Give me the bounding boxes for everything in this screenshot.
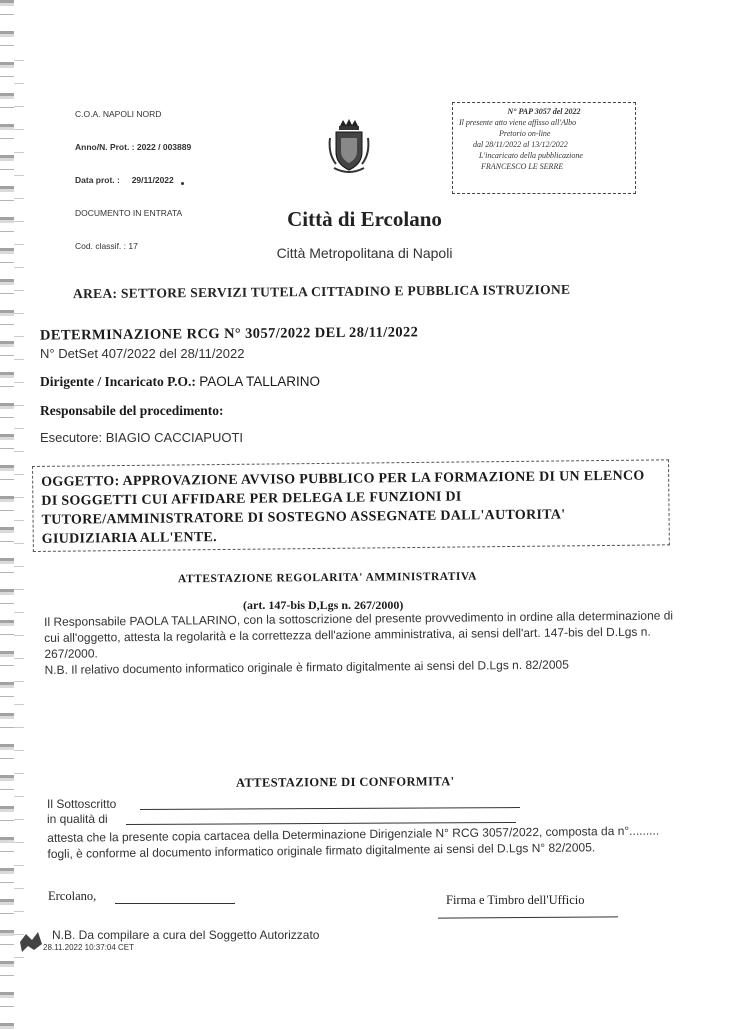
dirigente-name: PAOLA TALLARINO — [199, 374, 321, 389]
dirigente: Dirigente / Incaricato P.O.: PAOLA TALLARINO — [40, 374, 321, 389]
protocol-number: Anno/N. Prot. : 2022 / 003889 — [75, 142, 192, 152]
attestazione-conformita-text: attesta che la presente copia cartacea della Determinazione Dirigenziale N° RCG 3057/2022, composta da n°......... fogli, è conforme al documento informatico originale firmato digitalmente ai sensi del D.Lgs N° 82/2005. — [47, 823, 660, 861]
oggetto-text: OGGETTO: APPROVAZIONE AVVISO PUBBLICO PER LA FORMAZIONE DI UN ELENCO DI SOGGETTI CUI AFFIDARE PER DELEGA LE FUNZIONI DI TUTORE/AMMINISTRATORE DI SOSTEGNO ASSEGNATE DALL'AUTORITA' GIUDIZIARIA ALL'ENTE. — [41, 468, 645, 547]
stamp-number: N° PAP 3057 del 2022 — [507, 107, 581, 116]
sottoscritto-label: Il Sottoscritto — [47, 797, 117, 811]
protocol-doc-type: DOCUMENTO IN ENTRATA — [75, 208, 183, 218]
area-heading: AREA: SETTORE SERVIZI TUTELA CITTADINO E PUBBLICA ISTRUZIONE — [72, 281, 571, 302]
protocol-block — [75, 87, 191, 263]
attestazione-conformita-body — [47, 810, 662, 862]
footer-note: N.B. Da compilare a cura del Soggetto Autorizzato — [52, 928, 320, 942]
city-crest-icon — [326, 118, 372, 176]
qualita-label: in qualità di — [47, 812, 108, 826]
stamp-dates: dal 28/11/2022 al 13/12/2022 — [473, 140, 568, 149]
footer-timestamp: 28.11.2022 10:37:04 CET — [43, 943, 135, 952]
esecutore: Esecutore: BIAGIO CACCIAPUOTI — [40, 430, 243, 445]
protocol-date: Data prot. : 29/11/2022 — [75, 175, 174, 185]
protocol-office: C.O.A. NAPOLI NORD — [75, 109, 162, 119]
page-subtitle: Città Metropolitana di Napoli — [276, 245, 453, 261]
stamp-text-3: L'incaricato della pubblicazione — [479, 151, 583, 160]
attestazione-regolarita-text: Il Responsabile PAOLA TALLARINO, con la sottoscrizione del presente provvedimento in ordine alla determinazione di cui all'oggetto, attesta la regolarità e la correttezza dell'azione amministrativa, ai sensi dell'art. 147-bis del D.Lgs n. 267/2000. — [44, 608, 674, 661]
attestazione-regolarita-body — [44, 607, 675, 678]
date-line — [115, 903, 235, 904]
signature-place: Ercolano, — [48, 889, 97, 903]
attestazione-regolarita-nb: N.B. Il relativo documento informatico originale è firmato digitalmente ai sensi del D.Lgs n. 82/2005 — [44, 657, 569, 677]
scan-dot — [181, 182, 184, 185]
stamp-text-2: Pretorio on-line — [499, 129, 551, 138]
detset-number: N° DetSet 407/2022 del 28/11/2022 — [40, 346, 245, 361]
oggetto-box — [32, 459, 670, 552]
publication-stamp — [452, 102, 636, 194]
responsabile-label: Responsabile del procedimento: — [40, 403, 224, 418]
signature-line — [438, 916, 618, 918]
determinazione-number: DETERMINAZIONE RCG N° 3057/2022 DEL 28/11/2022 — [39, 324, 419, 344]
scan-edge-artifact — [0, 0, 14, 1030]
stamp-person: FRANCESCO LE SERRE — [481, 162, 564, 171]
scan-mark-icon — [18, 930, 44, 954]
attestazione-conformita-title: ATTESTAZIONE DI CONFORMITA' — [235, 774, 455, 790]
attestazione-regolarita-ref: (art. 147-bis D,Lgs n. 267/2000) — [243, 598, 404, 612]
page-title: Città di Ercolano — [287, 207, 442, 231]
attestazione-regolarita-title: ATTESTAZIONE REGOLARITA' AMMINISTRATIVA — [177, 570, 478, 586]
scan-edge-artifact-2 — [14, 60, 24, 960]
sottoscritto-line — [140, 807, 520, 810]
protocol-class: Cod. classif. : 17 — [75, 241, 138, 251]
signature-label: Firma e Timbro dell'Ufficio — [446, 893, 585, 907]
stamp-text-1: Il presente atto viene affisso all'Albo — [459, 118, 577, 127]
